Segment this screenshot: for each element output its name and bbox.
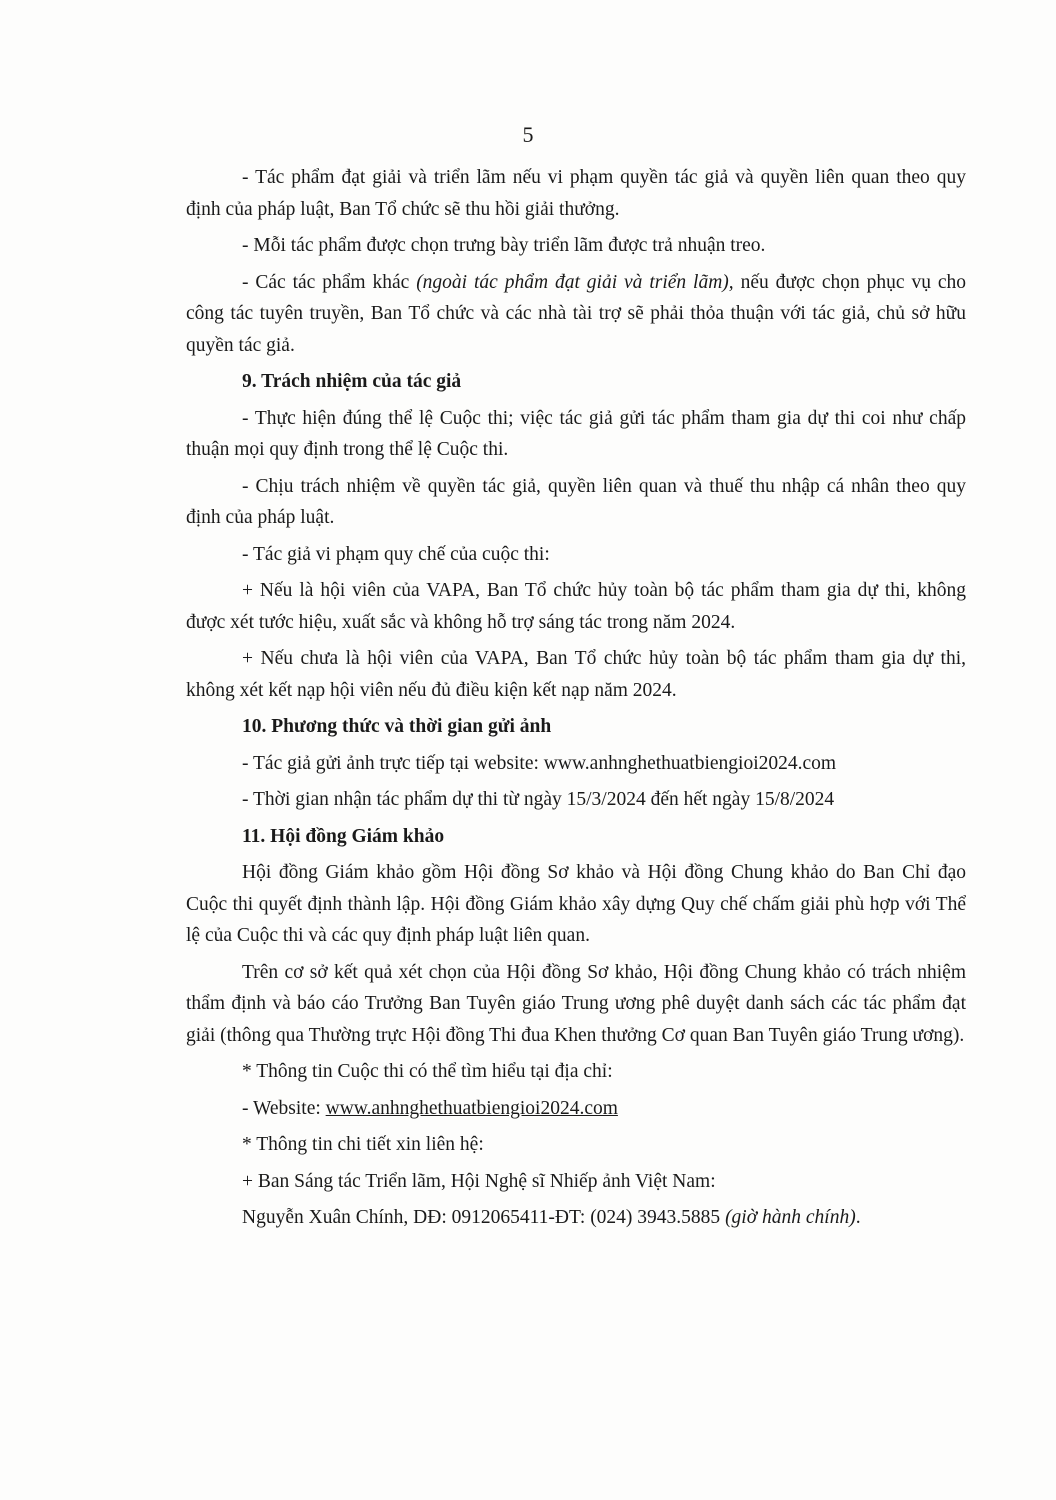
paragraph-member-violation: + Nếu là hội viên của VAPA, Ban Tổ chức hủy toàn bộ tác phẩm tham gia dự thi, không được xét tước hiệu, xuất sắc và không hỗ trợ sáng tác trong năm 2024. xyxy=(186,580,966,633)
italic-note: (ngoài tác phẩm đạt giải và triển lãm), xyxy=(416,271,734,293)
paragraph-other-works xyxy=(186,267,966,362)
paragraph-submission-period: - Thời gian nhận tác phẩm dự thi từ ngày 15/3/2024 đến hết ngày 15/8/2024 xyxy=(242,789,835,810)
website-link[interactable]: www.anhnghethuatbiengioi2024.com xyxy=(325,1097,618,1119)
paragraph-jury-process: Trên cơ sở kết quả xét chọn của Hội đồng Sơ khảo, Hội đồng Chung khảo có trách nhiệm thẩm định và báo cáo Trưởng Ban Tuyên giáo Trung ương phê duyệt danh sách các tác phẩm đạt giải (thông qua Thường trực Hội đồng Thi đua Khen thưởng Cơ quan Ban Tuyên giáo Trung ương). xyxy=(186,961,966,1046)
text: . xyxy=(855,1207,861,1228)
paragraph-contact-intro: * Thông tin chi tiết xin liên hệ: xyxy=(242,1134,484,1155)
paragraph-contact-person xyxy=(186,1202,966,1234)
page-number: 5 xyxy=(522,122,534,147)
text: Nguyễn Xuân Chính, DĐ: 0912065411-ĐT: (024) 3943.5885 xyxy=(242,1207,726,1228)
section-heading-9: 9. Trách nhiệm của tác giả xyxy=(242,371,462,392)
paragraph-submission-website: - Tác giả gửi ảnh trực tiếp tại website: www.anhnghethuatbiengioi2024.com xyxy=(242,752,837,774)
paragraph-nonmember-violation: + Nếu chưa là hội viên của VAPA, Ban Tổ chức hủy toàn bộ tác phẩm tham gia dự thi, không xét kết nạp hội viên nếu đủ điều kiện kết nạp năm 2024. xyxy=(186,648,966,701)
paragraph-info-address: * Thông tin Cuộc thi có thể tìm hiểu tại địa chỉ: xyxy=(242,1061,613,1082)
paragraph-exhibition-royalty: - Mỗi tác phẩm được chọn trưng bày triển lãm được trả nhuận treo. xyxy=(242,235,766,256)
paragraph-follow-rules: - Thực hiện đúng thể lệ Cuộc thi; việc tác giả gửi tác phẩm tham gia dự thi coi như chấp thuận mọi quy định trong thể lệ Cuộc thi. xyxy=(186,407,966,460)
paragraph-contact-org: + Ban Sáng tác Triển lãm, Hội Nghệ sĩ Nhiếp ảnh Việt Nam: xyxy=(242,1170,716,1192)
text: - Các tác phẩm khác xyxy=(242,271,417,293)
paragraph-jury-composition: Hội đồng Giám khảo gồm Hội đồng Sơ khảo và Hội đồng Chung khảo do Ban Chỉ đạo Cuộc thi quyết định thành lập. Hội đồng Giám khảo xây dựng Quy chế chấm giải phù hợp với Thể lệ của Cuộc thi và các quy định pháp luật liên quan. xyxy=(186,862,966,946)
section-heading-10: 10. Phương thức và thời gian gửi ảnh xyxy=(242,716,552,737)
document-body xyxy=(186,162,966,1239)
text: nếu được chọn phục vụ cho công tác tuyên truyền, Ban Tổ chức và các nhà tài trợ sẽ phải thỏa thuận với tác giả, chủ sở hữu quyền tác giả. xyxy=(186,271,967,356)
paragraph-violation: - Tác giả vi phạm quy chế của cuộc thi: xyxy=(242,543,550,565)
italic-note: (giờ hành chính) xyxy=(725,1207,856,1228)
section-heading-11: 11. Hội đồng Giám khảo xyxy=(242,825,445,847)
paragraph-award-revocation: - Tác phẩm đạt giải và triển lãm nếu vi phạm quyền tác giả và quyền liên quan theo quy định của pháp luật, Ban Tổ chức sẽ thu hồi giải thưởng. xyxy=(186,167,966,220)
paragraph-responsibility: - Chịu trách nhiệm về quyền tác giả, quyền liên quan và thuế thu nhập cá nhân theo quy định của pháp luật. xyxy=(186,475,966,528)
paragraph-website xyxy=(186,1093,966,1125)
website-label: - Website: xyxy=(242,1097,326,1119)
